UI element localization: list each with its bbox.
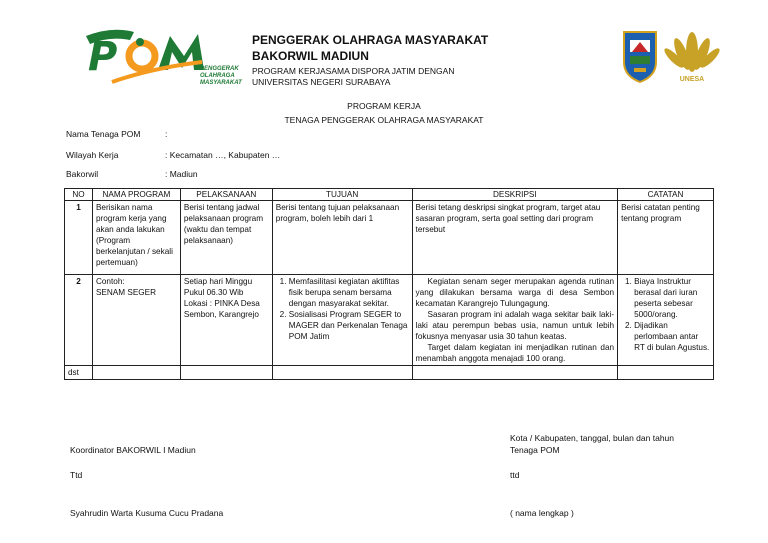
row-1-no: 1 <box>65 201 93 275</box>
unesa-emblem-icon <box>664 28 720 78</box>
table-row <box>65 366 714 380</box>
col-header-catatan: CATATAN <box>618 189 714 201</box>
header-title-2: BAKORWIL MADIUN <box>252 49 369 63</box>
shield-icon <box>620 28 660 84</box>
row-2-deskripsi <box>412 275 618 366</box>
list-item: 1. Memfasilitasi kegiatan aktifitas fisik berupa senam bersama dengan masyarakat sekitar. <box>289 276 409 309</box>
col-header-tujuan: TUJUAN <box>272 189 412 201</box>
logo-tagline: PENGGERAK OLAHRAGA MASYARAKAT <box>200 66 242 86</box>
row-1-catatan: Berisi catatan penting tentang program <box>618 201 714 275</box>
signature-left-title: Koordinator BAKORWIL I Madiun <box>70 445 196 455</box>
unesa-label: UNESA <box>679 76 705 83</box>
row-2-nama-program: SENAM SEGER <box>95 288 157 297</box>
field-value-nama: : <box>165 129 168 139</box>
signature-right-title: Tenaga POM <box>510 445 560 455</box>
table-row <box>65 275 714 366</box>
row-2-catatan <box>618 275 714 366</box>
signature-right-ttd: ttd <box>510 470 520 480</box>
list-item: 2. Dijadikan perlombaan antar RT di bulan Agustus. <box>634 320 710 353</box>
row-3-no: dst <box>65 366 93 380</box>
header-sub-2: UNIVERSITAS NEGERI SURABAYA <box>252 77 391 87</box>
deskripsi-paragraph: Sasaran program ini adalah waga sekitar baik laki-laki atau perempun bebas usia, namun untuk lebih fokusnya menyasar usia 30 tahun keatas. <box>415 310 615 341</box>
pom-logo <box>82 22 242 90</box>
doc-heading-2: TENAGA PENGGERAK OLAHRAGA MASYARAKAT <box>284 115 484 125</box>
row-2-pelaksanaan: Setiap hari Minggu Pukul 06.30 Wib Lokasi : PINKA Desa Sembon, Karangrejo <box>180 275 272 366</box>
row-1-tujuan: Berisi tentang tujuan pelaksanaan program, boleh lebih dari 1 <box>272 201 412 275</box>
row-2-tujuan <box>272 275 412 366</box>
field-label-wilayah: Wilayah Kerja <box>66 150 119 160</box>
table-header-row <box>65 189 714 201</box>
row-2-nama-prefix: Contoh: <box>95 277 125 286</box>
row-2-nama <box>92 275 180 366</box>
signature-left-name: Syahrudin Warta Kusuma Cucu Pradana <box>70 508 224 518</box>
deskripsi-paragraph: Kegiatan senam seger merupakan agenda rutinan yang dilakukan bersama warga di desa Sembon kecamatan Karangrejo Tulungagung. <box>415 277 615 308</box>
row-1-pelaksanaan: Berisi tentang jadwal pelaksanaan program (waktu dan tempat pelaksanaan) <box>180 201 272 275</box>
deskripsi-paragraph: Target dalam kegiatan ini menjadikan rutinan dan menambah anggota menajadi 100 orang. <box>415 343 615 363</box>
list-item: 1. Biaya Instruktur berasal dari iuran peserta sebesar 5000/orang. <box>634 276 710 320</box>
doc-heading-1: PROGRAM KERJA <box>347 101 421 111</box>
svg-text:P: P <box>88 34 118 80</box>
signature-right-name: ( nama lengkap ) <box>510 508 574 518</box>
header-sub-1: PROGRAM KERJASAMA DISPORA JATIM DENGAN <box>252 66 455 76</box>
field-value-wilayah: : Kecamatan …, Kabupaten … <box>165 150 281 160</box>
col-header-pelaksanaan: PELAKSANAAN <box>180 189 272 201</box>
table-row <box>65 201 714 275</box>
row-1-nama: Berisikan nama program kerja yang akan anda lakukan (Program berkelanjutan / sekali pertemuan) <box>92 201 180 275</box>
row-2-no: 2 <box>65 275 93 366</box>
col-header-no: NO <box>65 189 93 201</box>
row-1-deskripsi: Berisi tetang deskripsi singkat program, target atau sasaran program, serta goal setting dari program tersebut <box>412 201 618 275</box>
program-table <box>64 188 714 380</box>
signature-right-place: Kota / Kabupaten, tanggal, bulan dan tahun <box>510 433 674 443</box>
col-header-deskripsi: DESKRIPSI <box>412 189 618 201</box>
field-label-nama: Nama Tenaga POM <box>66 129 141 139</box>
jatim-emblem <box>620 28 660 84</box>
signature-left-ttd: Ttd <box>70 470 83 480</box>
list-item: 2. Sosialisasi Program SEGER to MAGER dan Perkenalan Tenaga POM Jatim <box>289 309 409 342</box>
field-value-bakorwil: : Madiun <box>165 169 198 179</box>
header-title-1: PENGGERAK OLAHRAGA MASYARAKAT <box>252 33 489 47</box>
col-header-nama: NAMA PROGRAM <box>92 189 180 201</box>
unesa-logo <box>664 28 720 86</box>
field-label-bakorwil: Bakorwil <box>66 169 99 179</box>
